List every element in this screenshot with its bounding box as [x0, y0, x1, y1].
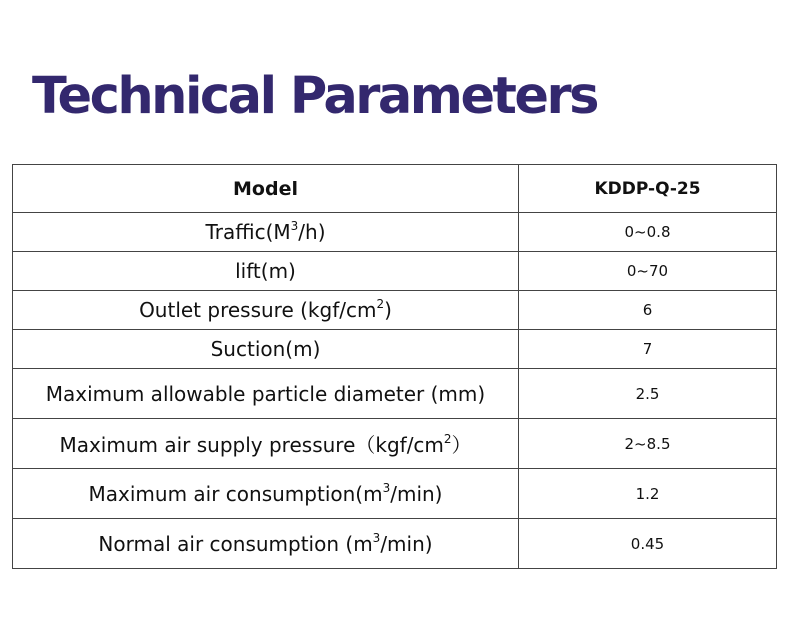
parameter-value-cell: 7	[519, 330, 777, 369]
param-text: Maximum air supply pressure（kgf/cm	[59, 433, 444, 457]
parameter-name-cell	[13, 330, 519, 369]
model-value-cell: KDDP-Q-25	[519, 165, 777, 213]
parameter-value-cell: 0~0.8	[519, 213, 777, 252]
parameter-name-cell	[13, 213, 519, 252]
parameter-value-cell: 0.45	[519, 519, 777, 569]
model-header-cell: Model	[13, 165, 519, 213]
technical-parameters-table	[12, 164, 777, 569]
param-superscript: 2	[376, 297, 385, 311]
table-row	[13, 291, 777, 330]
table-row	[13, 252, 777, 291]
parameter-name-cell	[13, 519, 519, 569]
param-text: Maximum allowable particle diameter (mm)	[45, 381, 486, 406]
parameter-value-cell: 2.5	[519, 369, 777, 419]
table-row	[13, 369, 777, 419]
parameter-name-cell	[13, 469, 519, 519]
table-row	[13, 213, 777, 252]
param-text: Normal air consumption (m	[98, 531, 373, 556]
param-superscript: 2	[443, 432, 452, 446]
table-header-row	[13, 165, 777, 213]
parameter-value-cell: 0~70	[519, 252, 777, 291]
parameter-value-cell: 2~8.5	[519, 419, 777, 469]
param-text: Outlet pressure (kgf/cm	[139, 298, 377, 322]
param-superscript: 3	[382, 480, 391, 495]
page-title: Technical Parameters	[32, 67, 598, 126]
param-text-suffix: /h)	[298, 220, 326, 244]
table-row	[13, 519, 777, 569]
param-text: Traffic(M	[205, 220, 291, 244]
param-text-suffix: ）	[451, 433, 472, 457]
param-text-suffix: )	[384, 298, 392, 322]
param-superscript: 3	[372, 530, 381, 545]
parameter-name-cell	[13, 369, 519, 419]
table-row	[13, 330, 777, 369]
parameter-value-cell: 6	[519, 291, 777, 330]
param-text: lift(m)	[235, 259, 296, 283]
parameter-name-cell	[13, 291, 519, 330]
param-superscript: 3	[290, 219, 299, 233]
parameter-name-cell	[13, 419, 519, 469]
param-text-suffix: /min)	[380, 531, 433, 556]
table-row	[13, 469, 777, 519]
param-text: Maximum air consumption(m	[88, 481, 383, 506]
param-text-suffix: /min)	[390, 481, 443, 506]
table-row	[13, 419, 777, 469]
parameter-name-cell	[13, 252, 519, 291]
parameter-value-cell: 1.2	[519, 469, 777, 519]
param-text: Suction(m)	[210, 337, 321, 361]
